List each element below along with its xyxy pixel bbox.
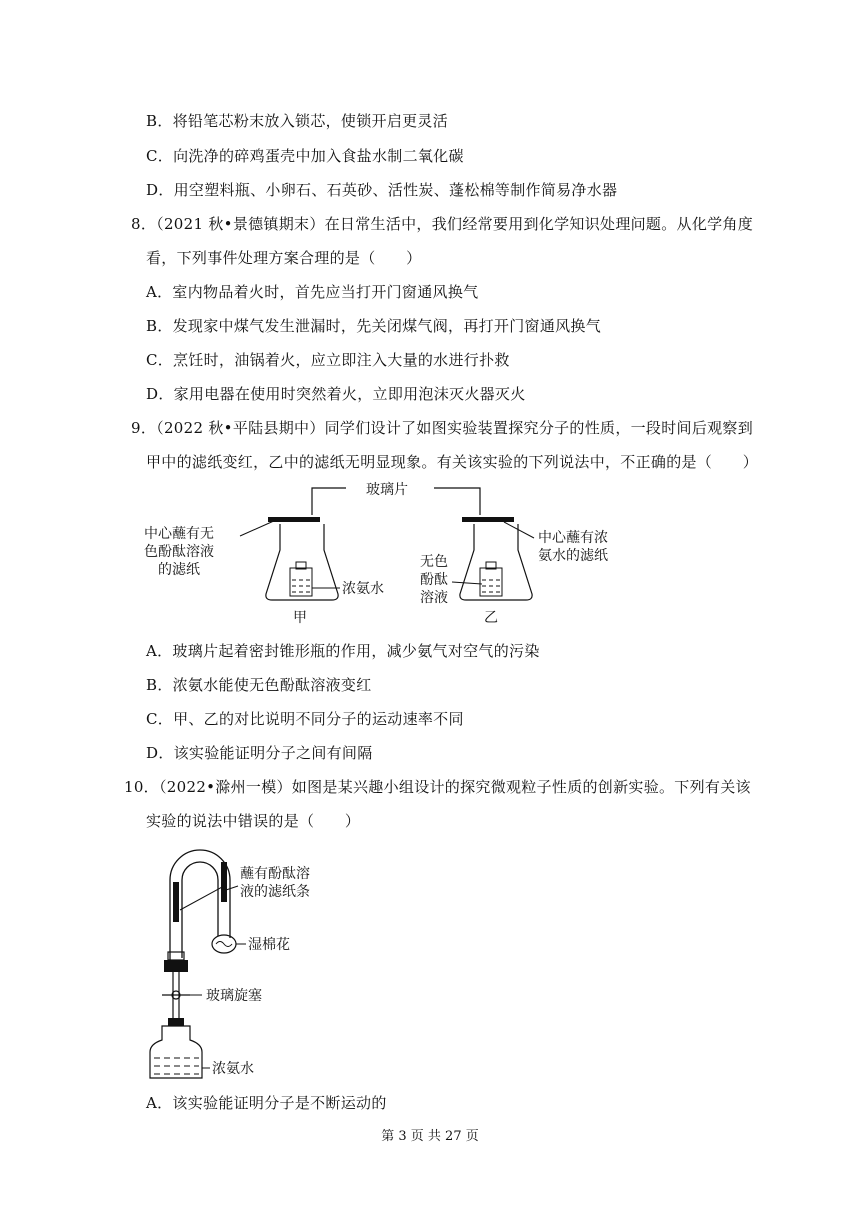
phenol-note-2: 酚酞 xyxy=(420,572,448,588)
q8-option-c: C．烹饪时，油锅着火，应立即注入大量的水进行扑救 xyxy=(146,351,510,369)
left-paper-note-2: 色酚酞溶液 xyxy=(144,544,214,560)
q8-option-b: B．发现家中煤气发生泄漏时，先关闭煤气阀，再打开门窗通风换气 xyxy=(146,317,602,335)
q9-option-d: D．该实验能证明分子之间有间隔 xyxy=(146,744,373,762)
cotton-label: 湿棉花 xyxy=(248,937,290,953)
q10-figure xyxy=(140,840,400,1080)
right-paper-note-2: 氨水的滤纸 xyxy=(538,548,608,564)
q7-option-c: C．向洗净的碎鸡蛋壳中加入食盐水制二氧化碳 xyxy=(146,147,464,165)
phenol-note-3: 溶液 xyxy=(420,590,448,606)
jia-label: 甲 xyxy=(293,610,307,626)
page-footer: 第 3 页 共 27 页 xyxy=(381,1129,479,1144)
q8-stem-line2: 看，下列事件处理方案合理的是（ ） xyxy=(146,249,422,267)
strip-note-1: 蘸有酚酞溶 xyxy=(240,866,310,882)
q10-stem-line2: 实验的说法中错误的是（ ） xyxy=(146,812,361,830)
strip-note-2: 液的滤纸条 xyxy=(240,884,310,900)
left-paper-note-3: 的滤纸 xyxy=(158,562,200,578)
q8-stem-line1: 8．（2021 秋•景德镇期末）在日常生活中，我们经常要用到化学知识处理问题。从化学角度 xyxy=(131,215,754,233)
q7-option-d: D．用空塑料瓶、小卵石、石英砂、活性炭、蓬松棉等制作简易净水器 xyxy=(146,181,618,199)
ammonia-label: 浓氨水 xyxy=(342,581,384,597)
yi-label: 乙 xyxy=(484,610,498,626)
q9-option-a: A．玻璃片起着密封锥形瓶的作用，减少氨气对空气的污染 xyxy=(146,642,540,660)
right-paper-note-1: 中心蘸有浓 xyxy=(538,530,608,546)
q9-figure xyxy=(140,480,640,630)
q9-stem-line1: 9．（2022 秋•平陆县期中）同学们设计了如图实验装置探究分子的性质，一段时间后观察到 xyxy=(131,419,754,437)
q10-stem-line1: 10．（2022•滁州一模）如图是某兴趣小组设计的探究微观粒子性质的创新实验。下列有关该 xyxy=(124,778,751,796)
q7-option-b: B．将铅笔芯粉末放入锁芯，使锁开启更灵活 xyxy=(146,112,449,130)
q8-option-a: A．室内物品着火时，首先应当打开门窗通风换气 xyxy=(146,283,479,301)
q10-option-a: A．该实验能证明分子是不断运动的 xyxy=(146,1094,387,1112)
phenol-note-1: 无色 xyxy=(420,554,448,570)
flask-yi xyxy=(452,517,534,600)
glass-plate-label: 玻璃片 xyxy=(366,482,408,498)
q9-option-b: B．浓氨水能使无色酚酞溶液变红 xyxy=(146,676,372,694)
q9-option-c: C．甲、乙的对比说明不同分子的运动速率不同 xyxy=(146,710,464,728)
q9-stem-line2: 甲中的滤纸变红，乙中的滤纸无明显现象。有关该实验的下列说法中，不正确的是（ ） xyxy=(146,453,759,471)
ammonia-label: 浓氨水 xyxy=(212,1061,254,1077)
flask-jia xyxy=(240,517,340,600)
q8-option-d: D．家用电器在使用时突然着火，立即用泡沫灭火器灭火 xyxy=(146,385,526,403)
left-paper-note-1: 中心蘸有无 xyxy=(144,526,214,542)
stopcock-label: 玻璃旋塞 xyxy=(206,988,262,1004)
